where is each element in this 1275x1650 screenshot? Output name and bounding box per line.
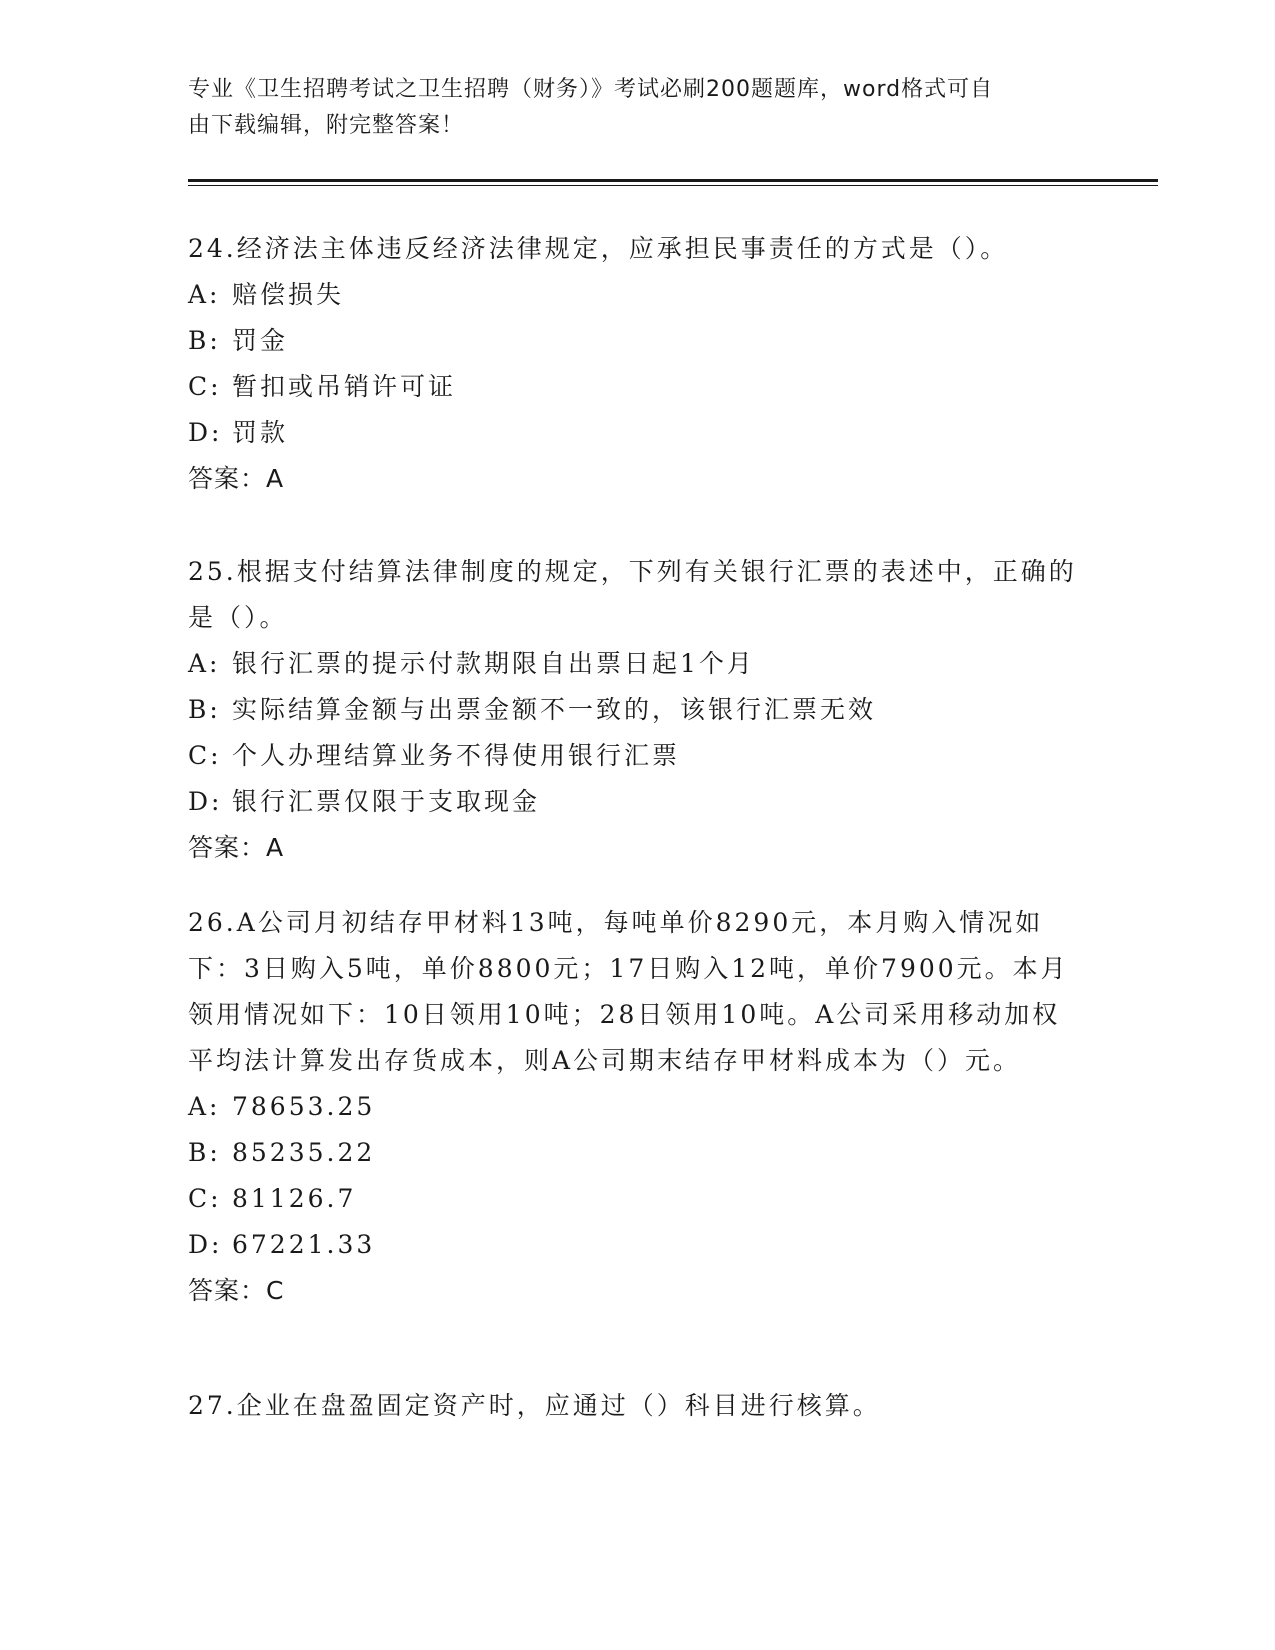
document-header [188, 72, 1068, 144]
option-text: 银行汇票仅限于支取现金 [232, 787, 541, 816]
header-divider-thick [188, 179, 1158, 182]
option-a [188, 1084, 1088, 1130]
option-d [188, 410, 1088, 456]
answer-line: 答案：A [188, 464, 285, 493]
option-letter: D: [188, 787, 223, 816]
header-divider-thin [188, 185, 1158, 186]
option-letter: A: [188, 649, 221, 678]
option-c [188, 364, 1088, 410]
option-letter: C: [188, 741, 222, 770]
header-title-line-2: 由下载编辑，附完整答案！ [188, 113, 465, 138]
option-text: 罚金 [232, 326, 289, 355]
option-letter: D: [188, 418, 223, 447]
option-d [188, 1222, 1088, 1268]
option-text: 67221.33 [232, 1230, 376, 1259]
question-text: 27.企业在盘盈固定资产时，应通过（）科目进行核算。 [188, 1391, 881, 1420]
option-text: 银行汇票的提示付款期限自出票日起1个月 [232, 649, 755, 678]
option-a [188, 272, 1088, 318]
question-26 [188, 900, 1088, 1314]
option-letter: B: [188, 326, 221, 355]
option-d [188, 779, 1088, 825]
option-text: 85235.22 [232, 1138, 376, 1167]
option-b [188, 687, 1088, 733]
question-27 [188, 1383, 1088, 1429]
option-text: 78653.25 [232, 1092, 376, 1121]
option-letter: D: [188, 1230, 223, 1259]
answer-line: 答案：C [188, 1276, 285, 1305]
question-25 [188, 549, 1088, 871]
header-title-line-1: 专业《卫生招聘考试之卫生招聘（财务）》考试必刷200题题库，word格式可自 [188, 77, 994, 102]
option-letter: B: [188, 695, 221, 724]
question-text: 26.A公司月初结存甲材料13吨，每吨单价8290元，本月购入情况如下：3日购入5吨，单价8800元；17日购入12吨，单价7900元。本月领用情况如下：10日领用10吨；28日领用10吨。A公司采用移动加权平均法计算发出存货成本，则A公司期末结存甲材料成本为（）元。 [188, 908, 1069, 1075]
option-letter: B: [188, 1138, 221, 1167]
option-a [188, 641, 1088, 687]
answer-line: 答案：A [188, 833, 285, 862]
question-text: 24.经济法主体违反经济法律规定，应承担民事责任的方式是（）。 [188, 234, 1009, 263]
option-text: 个人办理结算业务不得使用银行汇票 [232, 741, 681, 770]
option-text: 赔偿损失 [232, 280, 345, 309]
option-text: 暂扣或吊销许可证 [232, 372, 457, 401]
option-c [188, 1176, 1088, 1222]
option-c [188, 733, 1088, 779]
option-text: 罚款 [232, 418, 289, 447]
option-letter: A: [188, 280, 221, 309]
option-b [188, 318, 1088, 364]
option-letter: C: [188, 372, 222, 401]
question-24 [188, 226, 1088, 502]
option-text: 81126.7 [232, 1184, 357, 1213]
option-text: 实际结算金额与出票金额不一致的，该银行汇票无效 [232, 695, 877, 724]
option-letter: A: [188, 1092, 221, 1121]
option-letter: C: [188, 1184, 222, 1213]
question-text: 25.根据支付结算法律制度的规定，下列有关银行汇票的表述中，正确的是（）。 [188, 557, 1077, 632]
option-b [188, 1130, 1088, 1176]
